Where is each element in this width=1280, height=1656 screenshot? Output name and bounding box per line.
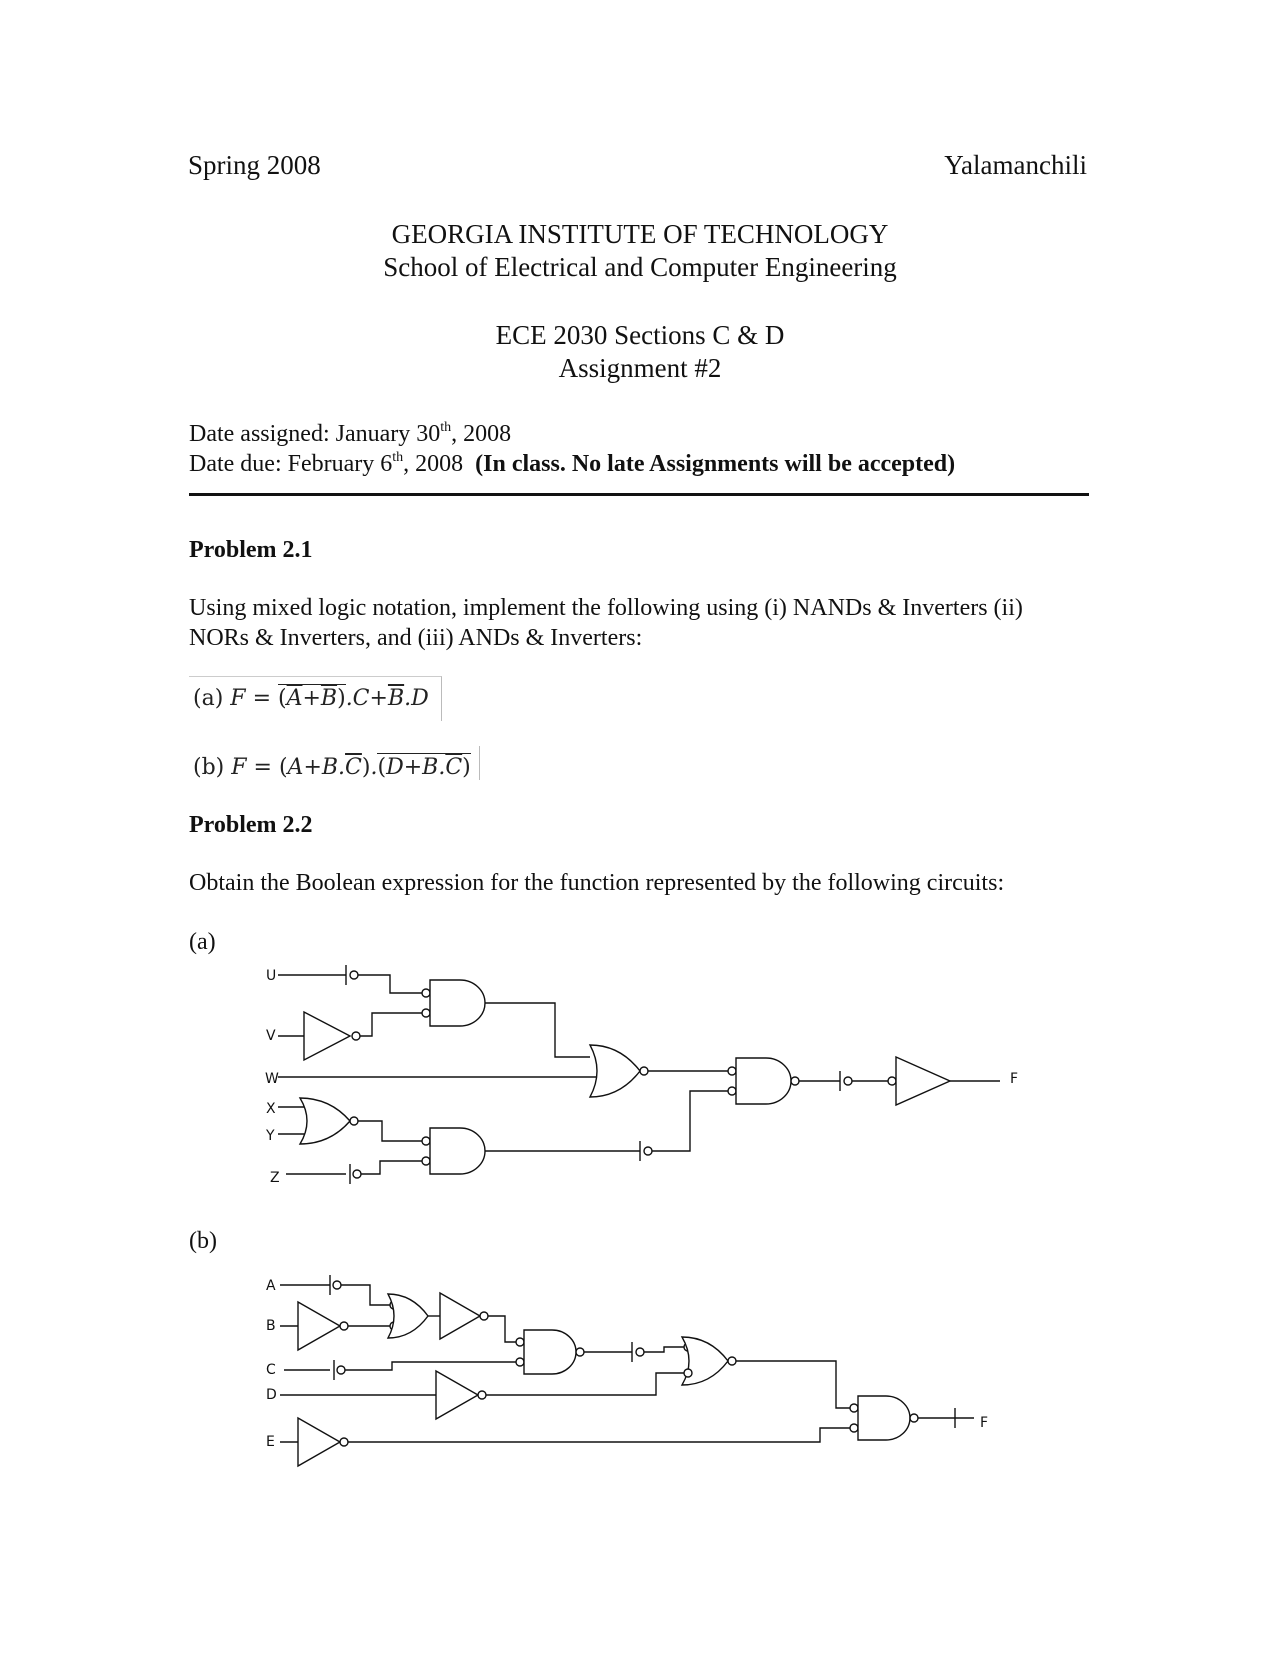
output-label: F <box>1010 1071 1019 1087</box>
formula-b: (b) $F = (A+B.\overline{C}).(D+B.\overline{C})$ <box>193 755 471 780</box>
due-note: (In class. No late Assignments will be accepted) <box>475 451 956 477</box>
problem-2-1-line2: NORs & Inverters, and (iii) ANDs & Inverters: <box>189 625 643 651</box>
instructor: Yalamanchili <box>944 150 1087 180</box>
part-a-label: (a) <box>189 929 216 955</box>
problem-2-2-text: Obtain the Boolean expression for the function represented by the following circuits: <box>189 870 1005 896</box>
input-label: U <box>266 968 277 984</box>
term: Spring 2008 <box>188 150 321 180</box>
assignment-title: Assignment #2 <box>558 353 722 383</box>
problem-2-1-title: Problem 2.1 <box>189 537 313 563</box>
circuit-a <box>265 965 1018 1186</box>
date-due-text: Date due: February 6 <box>189 451 393 477</box>
input-label: X <box>266 1101 276 1117</box>
problem-2-2-title: Problem 2.2 <box>189 812 313 838</box>
school: School of Electrical and Computer Engineering <box>383 252 897 282</box>
date-due-year: , 2008 <box>403 451 464 477</box>
formula-b-label: (b) <box>193 755 225 780</box>
formula-a: (a) $F = (\overline{A}+\overline{B}).C+\overline{B}.D$ <box>193 686 429 711</box>
input-label: C <box>266 1362 276 1378</box>
input-label: A <box>266 1278 276 1294</box>
input-label: B <box>266 1318 276 1334</box>
date-assigned-text: Date assigned: January 30 <box>189 421 441 447</box>
date-assigned-year: , 2008 <box>451 421 512 447</box>
date-assigned-sup: th <box>440 420 452 435</box>
input-label: W <box>265 1071 279 1087</box>
problem-2-1-line1: Using mixed logic notation, implement the following using (i) NANDs & Inverters (ii) <box>189 595 1023 621</box>
circuit-b <box>266 1275 988 1466</box>
institution: GEORGIA INSTITUTE OF TECHNOLOGY <box>391 219 889 249</box>
part-b-label: (b) <box>189 1228 217 1254</box>
date-due-sup: th <box>392 450 404 465</box>
input-label: Z <box>270 1170 280 1186</box>
input-label: Y <box>266 1128 275 1144</box>
formula-a-label: (a) <box>193 686 224 711</box>
input-label: V <box>266 1028 276 1044</box>
output-label: F <box>980 1415 989 1431</box>
input-label: E <box>266 1434 275 1450</box>
input-label: D <box>266 1387 277 1403</box>
course: ECE 2030 Sections C & D <box>495 320 785 350</box>
